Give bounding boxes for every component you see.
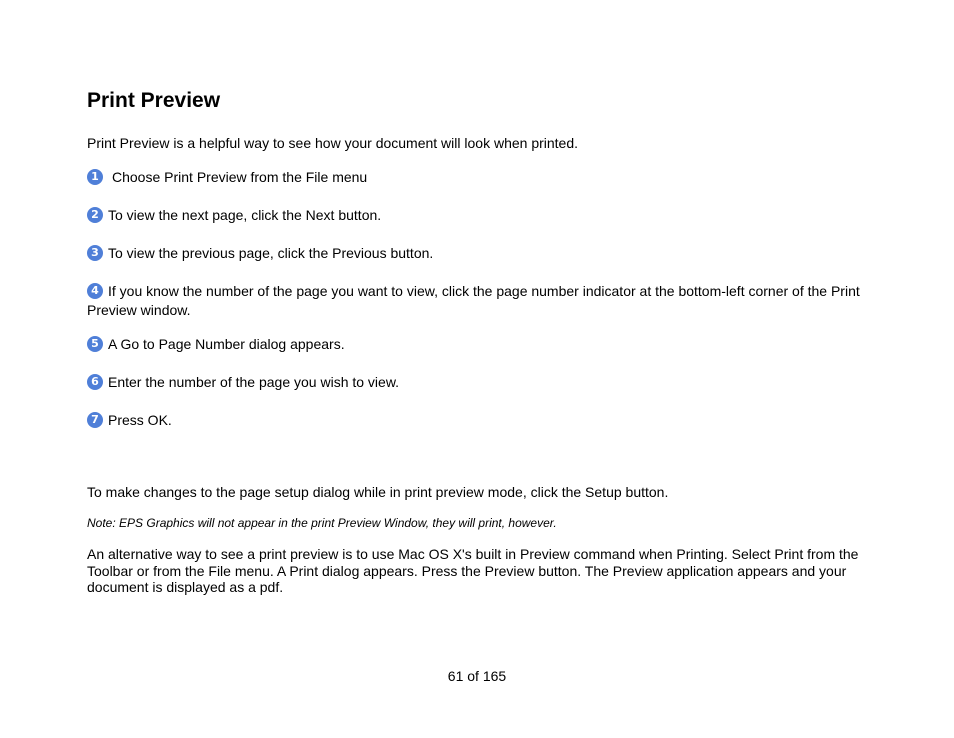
step-number-badge-icon: 2 — [87, 207, 103, 223]
alternative-paragraph: An alternative way to see a print preview is to use Mac OS X's built in Preview command when Printing. Select Print from the Toolbar or from the File menu. A Print dialog appears. Press the Preview button. The Preview application appears and your document is displayed as a pdf. — [87, 546, 859, 595]
step-number-badge-icon: 6 — [87, 374, 103, 390]
step-text: A Go to Page Number dialog appears. — [108, 336, 345, 352]
step-text: Choose Print Preview from the File menu — [112, 169, 368, 185]
step-number-badge-icon: 1 — [87, 169, 103, 185]
step-item — [87, 244, 867, 263]
step-text: To view the previous page, click the Previous button. — [108, 245, 434, 261]
step-item — [87, 411, 867, 430]
steps-list — [87, 168, 867, 430]
step-item — [87, 282, 867, 320]
step-number-badge-icon: 5 — [87, 336, 103, 352]
step-text: Press OK. — [108, 412, 172, 428]
step-number-badge-icon: 4 — [87, 283, 103, 299]
page-number: 61 of 165 — [447, 668, 507, 684]
step-item — [87, 335, 867, 354]
step-text: If you know the number of the page you want to view, click the page number indicator at the bottom-left corner of the Print Preview window. — [87, 283, 860, 318]
setup-paragraph: To make changes to the page setup dialog while in print preview mode, click the Setup button. — [87, 484, 669, 500]
page-title: Print Preview — [87, 89, 221, 112]
step-text: To view the next page, click the Next button. — [108, 207, 382, 223]
step-number-badge-icon: 7 — [87, 412, 103, 428]
intro-paragraph: Print Preview is a helpful way to see how your document will look when printed. — [87, 135, 579, 151]
step-item — [87, 206, 867, 225]
step-item — [87, 373, 867, 392]
step-number-badge-icon: 3 — [87, 245, 103, 261]
step-text: Enter the number of the page you wish to view. — [108, 374, 400, 390]
eps-note: Note: EPS Graphics will not appear in the print Preview Window, they will print, however. — [87, 516, 557, 530]
step-item — [87, 168, 867, 187]
